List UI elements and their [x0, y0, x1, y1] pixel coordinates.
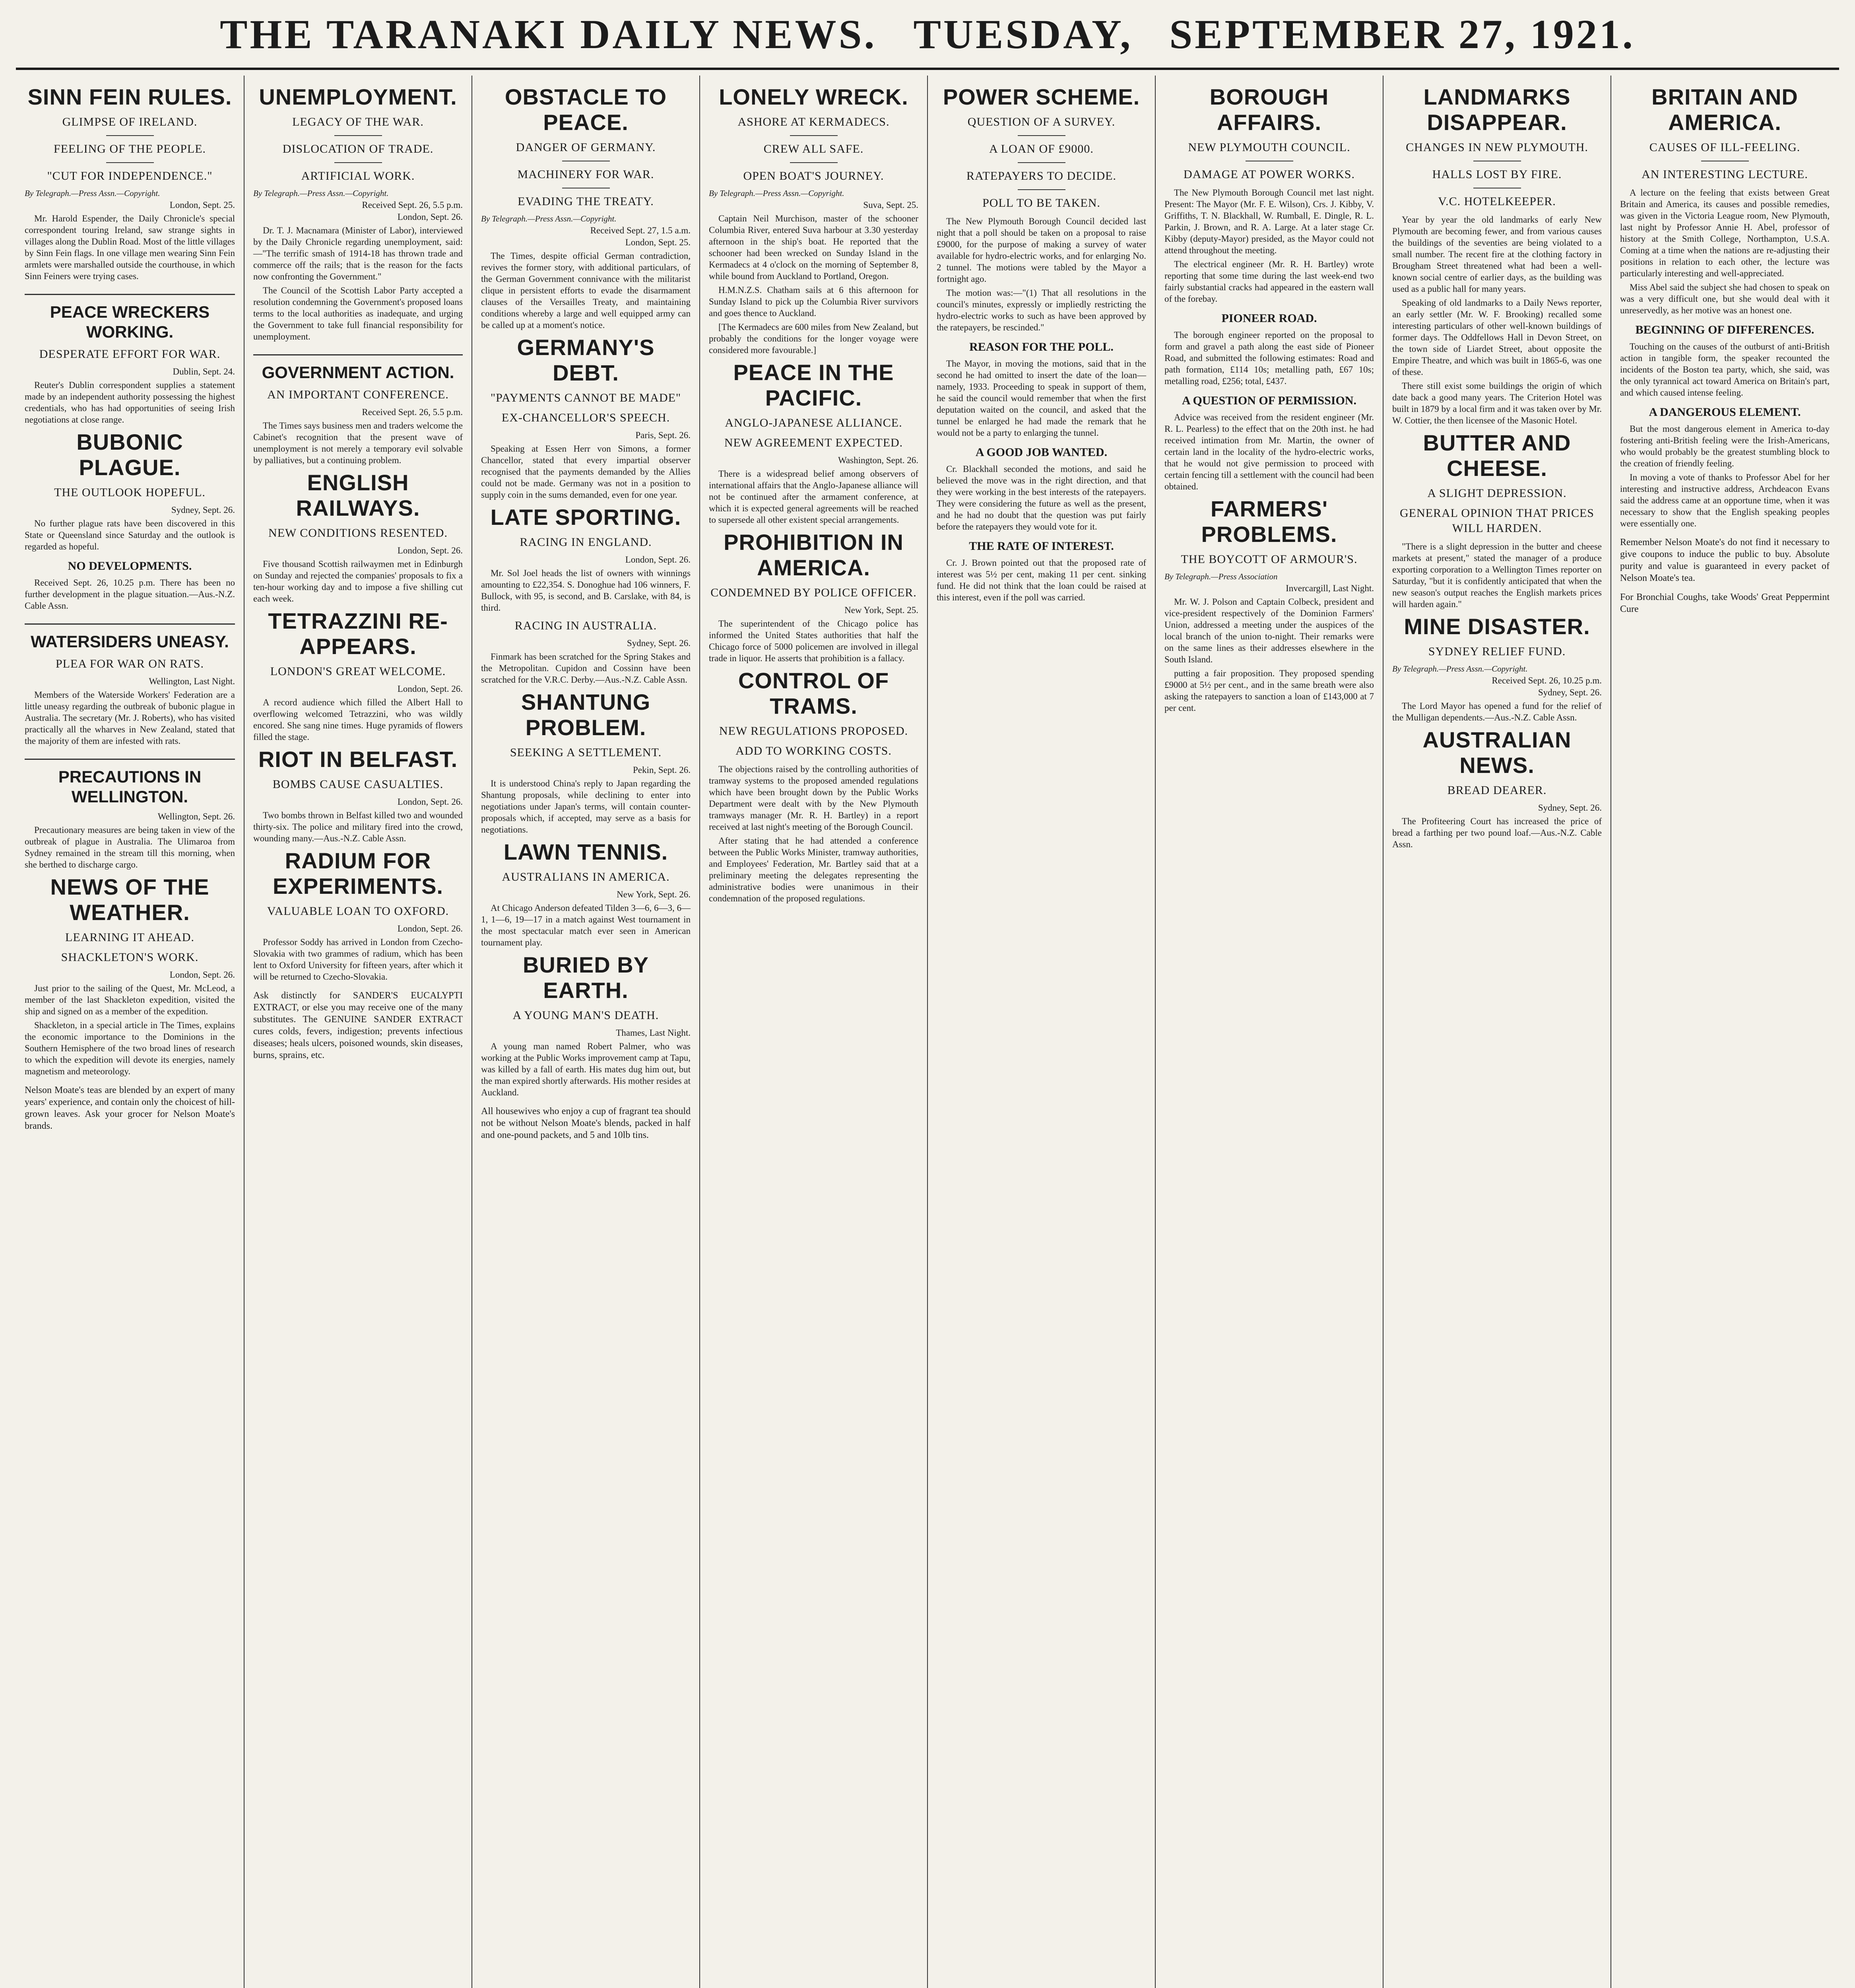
section-heading: GOVERNMENT ACTION.: [253, 354, 463, 382]
divider: [1018, 135, 1065, 136]
article-text: The superintendent of the Chicago police has informed the United States authorities that half the Chicago force of 5000 policemen are involved in illegal trade in liquor. He asserts that prohibition is a fallacy.: [709, 619, 918, 663]
dateline: London, Sept. 26.: [397, 684, 463, 694]
dateline: London, Sept. 26.: [625, 555, 691, 565]
dateline: London, Sept. 26.: [397, 924, 463, 934]
subhead: V.C. HOTELKEEPER.: [1438, 195, 1556, 208]
article-text: The Mayor, in moving the motions, said that in the second he had omitted to insert the date of the loan—namely, 1933. Proceeding to speak in support of them, he said the council would remember that when the first deputation waited on the council, and asked that the tunnel be enlarged he had made the remark that he would not be a party to enlarging the tunnel.: [937, 359, 1146, 438]
headline: PROHIBITION IN AMERICA.: [724, 530, 904, 580]
subhead: RACING IN AUSTRALIA.: [514, 619, 657, 632]
article-text: The electrical engineer (Mr. R. H. Bartley) wrote reporting that some time during the last week-end two fairly substantial cracks had appeared in the eastern wall of the forebay.: [1164, 259, 1374, 304]
subhead: OPEN BOAT'S JOURNEY.: [743, 169, 884, 182]
headline: SHANTUNG PROBLEM.: [521, 689, 651, 740]
article-text: Year by year the old landmarks of early New Plymouth are becoming fewer, and from various causes the buildings of the seventies are being violated to a small number. The recent fire at the clothing factory in Brougham Street threatened what had been a well-known social centre of earlier days, as the building was used as a public hall for many years.: [1392, 215, 1602, 294]
subhead: HALLS LOST BY FIRE.: [1432, 168, 1562, 181]
subhead: MACHINERY FOR WAR.: [517, 168, 654, 181]
masthead-rule: [16, 68, 1839, 70]
headline: OBSTACLE TO PEACE.: [504, 84, 667, 135]
article-text: Five thousand Scottish railwaymen met in Edinburgh on Sunday and rejected the companies' proposals to fix a ten-hour working day and to impose a five shilling cut each week.: [253, 559, 463, 604]
dateline: Received Sept. 27, 1.5 a.m.: [590, 225, 691, 235]
headline: MINE DISASTER.: [1404, 614, 1590, 639]
subhead: ANGLO-JAPANESE ALLIANCE.: [725, 416, 902, 429]
divider: [1018, 162, 1065, 163]
subhead: CONDEMNED BY POLICE OFFICER.: [710, 586, 917, 599]
subhead: THE OUTLOOK HOPEFUL.: [54, 486, 206, 499]
column-5: [927, 76, 1155, 1988]
article-text: Dr. T. J. Macnamara (Minister of Labor), interviewed by the Daily Chronicle regarding unemployment, said:—"The terrific smash of 1914-18 has thrown trade and commerce off the rails; that is the reason for the facts now confronting the Government.": [253, 225, 463, 282]
article-text: Just prior to the sailing of the Quest, Mr. McLeod, a member of the last Shackleton expedition, visited the ship and signed on as a member of the expedition.: [25, 983, 235, 1016]
article-text: Cr. Blackhall seconded the motions, and said he believed the move was in the right direction, and that they were working in the best interests of the ratepayers. They were considering the future as well as the present, and he had no doubt that the question was put fairly before the ratepayers they would vote for it.: [937, 464, 1146, 532]
advertisement: For Bronchial Coughs, take Woods' Great Peppermint Cure: [1620, 592, 1830, 614]
masthead-day: TUESDAY,: [913, 12, 1133, 57]
masthead-title: THE TARANAKI DAILY NEWS.: [220, 12, 877, 57]
divider: [1018, 189, 1065, 190]
headline: BOROUGH AFFAIRS.: [1209, 84, 1329, 135]
subhead: A YOUNG MAN'S DEATH.: [512, 1009, 659, 1022]
dateline: Thames, Last Night.: [616, 1028, 691, 1038]
subhead: AN IMPORTANT CONFERENCE.: [267, 388, 449, 401]
headline: GERMANY'S DEBT.: [517, 335, 655, 385]
dateline: London, Sept. 26.: [397, 546, 463, 555]
dateline: London, Sept. 26.: [397, 212, 463, 222]
dateline: Paris, Sept. 26.: [635, 430, 691, 440]
subhead: THE BOYCOTT OF ARMOUR'S.: [1181, 553, 1358, 566]
column-6: [1155, 76, 1383, 1988]
subhead: A SLIGHT DEPRESSION.: [1427, 487, 1567, 500]
subhead: SHACKLETON'S WORK.: [61, 951, 199, 964]
article-text: The Council of the Scottish Labor Party accepted a resolution condemning the Government's proposed loans terms to the local authorities as inadequate, and urging the Government to take full financial responsibility for unemployment.: [253, 285, 463, 342]
dateline: Invercargill, Last Night.: [1286, 583, 1374, 593]
subhead: POLL TO BE TAKEN.: [982, 196, 1100, 210]
subhead: AUSTRALIANS IN AMERICA.: [502, 870, 670, 883]
headline: LAWN TENNIS.: [503, 839, 668, 864]
press-credit: By Telegraph.—Press Assn.—Copyright.: [253, 188, 389, 198]
headline: TETRAZZINI RE-APPEARS.: [268, 608, 448, 659]
subhead: DESPERATE EFFORT FOR WAR.: [39, 348, 221, 361]
dateline: Dublin, Sept. 24.: [173, 367, 235, 377]
dateline: Received Sept. 26, 5.5 p.m.: [362, 407, 463, 417]
article-text: A record audience which filled the Albert Hall to overflowing welcomed Tetrazzini, who was wildly encored. She sang nine times. Huge pyramids of flowers filled the stage.: [253, 697, 463, 742]
divider: [334, 162, 382, 163]
headline: BUTTER AND CHEESE.: [1423, 430, 1571, 481]
subhead: "PAYMENTS CANNOT BE MADE": [490, 391, 681, 404]
dateline: Wellington, Last Night.: [149, 676, 235, 686]
article-text: "There is a slight depression in the butter and cheese markets at present," stated the manager of a produce exporting corporation to a Wellington Times reporter on Saturday, "but it is confidently anticipated that when the new season's output reaches the English markets prices will harden again.": [1392, 542, 1602, 609]
section-heading: WATERSIDERS UNEASY.: [25, 623, 235, 652]
article-text: Received Sept. 26, 10.25 p.m. There has been no further development in the plague situation.—Aus.-N.Z. Cable Assn.: [25, 578, 235, 611]
article-text: Finmark has been scratched for the Spring Stakes and the Metropolitan. Cupidon and Cossinn have been scratched for the V.R.C. Derby.—Aus.-N.Z. Cable Assn.: [481, 652, 691, 685]
subhead: EVADING THE TREATY.: [518, 195, 654, 208]
article-text: Captain Neil Murchison, master of the schooner Columbia River, entered Suva harbour at 3.30 yesterday afternoon in the ship's boat. He reported that the schooner had been wrecked on Sunday Island in the Kermadecs at 4 o'clock on the morning of September 8, while bound from Auckland to Portland, Oregon.: [709, 214, 918, 281]
article-text: Advice was received from the resident engineer (Mr. R. L. Pearless) to the effect that on the 20th inst. he had received intimation from Mr. Martin, the owner of certain land in the locality of the hydro-electric works, that he would not give permission to proceed with certain fencing till a settlement with the council had been obtained.: [1164, 412, 1374, 491]
subhead: BOMBS CAUSE CASUALTIES.: [272, 778, 444, 791]
subhead: NEW AGREEMENT EXPECTED.: [724, 436, 903, 449]
article-text: The objections raised by the controlling authorities of tramway systems to the proposed amended regulations which have been brought down by the Public Works Department were dealt with by the New Plymouth tramways manager (Mr. R. H. Bartley) in a report received at last night's meeting of the Borough Council.: [709, 764, 918, 832]
dateline: Sydney, Sept. 26.: [171, 505, 235, 515]
subhead: FEELING OF THE PEOPLE.: [53, 142, 206, 155]
section-heading: PRECAUTIONS IN WELLINGTON.: [25, 759, 235, 807]
subhead: REASON FOR THE POLL.: [969, 340, 1114, 353]
subhead: PIONEER ROAD.: [1221, 312, 1317, 325]
dateline: London, Sept. 25.: [169, 200, 235, 210]
article-text: Miss Abel said the subject she had chosen to speak on was a very difficult one, but she would deal with it unreservedly, as her motive was an honest one.: [1620, 282, 1830, 315]
headline: BURIED BY EARTH.: [522, 952, 649, 1003]
article-text: Two bombs thrown in Belfast killed two and wounded thirty-six. The police and military fired into the crowd, wounding many.—Aus.-N.Z. Cable Assn.: [253, 810, 463, 843]
subhead: GENERAL OPINION THAT PRICES WILL HARDEN.: [1400, 507, 1594, 535]
dateline: Washington, Sept. 26.: [838, 455, 918, 465]
subhead: "CUT FOR INDEPENDENCE.": [47, 169, 213, 182]
article-text: At Chicago Anderson defeated Tilden 3—6, 6—3, 6—1, 1—6, 19—17 in a match against West tournament in the most spectacular match ever seen in American tournament play.: [481, 903, 691, 947]
headline: AUSTRALIAN NEWS.: [1422, 727, 1572, 778]
dateline: New York, Sept. 25.: [844, 605, 918, 615]
subhead: CAUSES OF ILL-FEELING.: [1649, 141, 1801, 154]
advertisement: Ask distinctly for SANDER'S EUCALYPTI EXTRACT, or else you may receive one of the many substitutes. The GENUINE SANDER EXTRACT cures colds, fevers, indigestion; prevents infectious diseases; heals ulcers, poisoned wounds, skin diseases, burns, sprains, etc.: [253, 990, 463, 1060]
subhead: ASHORE AT KERMADECS.: [737, 115, 890, 128]
divider: [790, 135, 838, 136]
press-credit: By Telegraph.—Press Assn.—Copyright.: [709, 188, 844, 198]
article-text: There is a widespread belief among observers of international affairs that the Anglo-Japanese alliance will not be continued after the armament conference, at which it is expected general agreements will be reached to supersede all other existent special arrangements.: [709, 469, 918, 525]
subhead: AN INTERESTING LECTURE.: [1642, 168, 1808, 181]
article-text: Mr. Sol Joel heads the list of owners with winnings amounting to £22,354. S. Donoghue had 106 winners, F. Bullock, with 95, is second, and B. Carslake, with 84, is third.: [481, 568, 691, 613]
subhead: EX-CHANCELLOR'S SPEECH.: [501, 411, 670, 424]
headline: POWER SCHEME.: [943, 84, 1140, 109]
headline: FARMERS' PROBLEMS.: [1201, 496, 1337, 547]
article-text: Members of the Waterside Workers' Federation are a little uneasy regarding the outbreak of bubonic plague in Australia. The secretary (Mr. J. Roberts), who has visited practically all the wharves in New Zealand, stated that the majority of them are infested with rats.: [25, 690, 235, 746]
subhead: ARTIFICIAL WORK.: [301, 169, 415, 182]
article-text: It is understood China's reply to Japan regarding the Shantung proposals, while declining to enter into negotiations under Japan's terms, will contain counter-proposals which, if accepted, may serve as a basis for negotiations.: [481, 779, 691, 835]
dateline: Wellington, Sept. 26.: [157, 812, 235, 821]
dateline: London, Sept. 25.: [625, 237, 691, 247]
article-text: A young man named Robert Palmer, who was working at the Public Works improvement camp at Tapu, was killed by a fall of earth. His mates dug him out, but the man expired shortly afterwards. His mother resides at Auckland.: [481, 1041, 691, 1097]
subhead: RATEPAYERS TO DECIDE.: [966, 169, 1116, 182]
masthead: [16, 5, 1839, 64]
subhead: NEW REGULATIONS PROPOSED.: [719, 724, 908, 738]
article-text: Touching on the causes of the outburst of anti-British action in tangible form, the speaker recounted the incidents of the Boston tea party, which, she said, was the only tyrannical act toward America on Britain's part, and which caused intense feeling.: [1620, 342, 1830, 398]
subhead: SEEKING A SETTLEMENT.: [510, 746, 662, 759]
headline: RIOT IN BELFAST.: [258, 747, 458, 772]
headline: PEACE IN THE PACIFIC.: [733, 360, 894, 410]
subhead: NO DEVELOPMENTS.: [68, 559, 192, 573]
column-4: [699, 76, 927, 1988]
subhead: A DANGEROUS ELEMENT.: [1649, 406, 1801, 419]
dateline: Suva, Sept. 25.: [863, 200, 918, 210]
subhead: A GOOD JOB WANTED.: [975, 446, 1108, 459]
advertisement: Remember Nelson Moate's do not find it necessary to give coupons to induce the public to buy. Absolute purity and value is guaranteed in every packet of Nelson Moate's tea.: [1620, 537, 1830, 583]
column-7: [1383, 76, 1611, 1988]
article-text: No further plague rats have been discovered in this State or Queensland since Saturday and the outlook is regarded as hopeful.: [25, 518, 235, 551]
subhead: THE RATE OF INTEREST.: [969, 540, 1114, 553]
article-text: The motion was:—"(1) That all resolutions in the council's minutes, expressly or impliedly restricting the hydro-electric works to such as have been approved by the ratepayers, be rescinded.": [937, 288, 1146, 332]
divider: [106, 162, 154, 163]
article-text: A lecture on the feeling that exists between Great Britain and America, its causes and possible remedies, was given in the Victoria League room, New Plymouth, last night by Professor Annie H. Abel, professor of history at the Smith College, Northampton, U.S.A. Coming at a time when the nations are re-adjusting their positions in relation to each other, the lecture was particularly interesting and well-appreciated.: [1620, 188, 1830, 278]
article-text: The Times, despite official German contradiction, revives the former story, with additional particulars, of the German Government connivance with the militarist clique in persistent efforts to evade the disarmament clauses of the Versailles Treaty, and maintaining conditions whereby a large and well equipped army can be called up at a moment's notice.: [481, 251, 691, 330]
article-text: In moving a vote of thanks to Professor Abel for her interesting and instructive address, Archdeacon Evans said the address came at an opportune time, when it was necessary to show that the English speaking peoples were essentially one.: [1620, 472, 1830, 528]
subhead: GLIMPSE OF IRELAND.: [62, 115, 198, 128]
subhead: CREW ALL SAFE.: [763, 142, 864, 155]
subhead: QUESTION OF A SURVEY.: [967, 115, 1116, 128]
subhead: NEW PLYMOUTH COUNCIL.: [1188, 141, 1351, 154]
press-credit: By Telegraph.—Press Assn.—Copyright.: [25, 188, 160, 198]
section-heading: PEACE WRECKERS WORKING.: [25, 294, 235, 342]
headline: LANDMARKS DISAPPEAR.: [1423, 84, 1571, 135]
dateline: Sydney, Sept. 26.: [1538, 687, 1602, 697]
column-8: [1611, 76, 1838, 1988]
article-text: putting a fair proposition. They proposed spending £9000 at 5½ per cent., and in the same breath were also asking the ratepayers to sanction a loan of £143,000 at 7 per cent.: [1164, 668, 1374, 713]
press-credit: By Telegraph.—Press Assn.—Copyright.: [481, 214, 617, 223]
subhead: DANGER OF GERMANY.: [516, 141, 656, 154]
subhead: DISLOCATION OF TRADE.: [282, 142, 434, 155]
masthead-date: SEPTEMBER 27, 1921.: [1169, 12, 1635, 57]
article-text: The borough engineer reported on the proposal to form and gravel a path along the east side of Pioneer Road, and submitted the following estimates: Road and path formation, £114 10s; metalling path, £67 10s; metalling road, £256; total, £437.: [1164, 330, 1374, 386]
divider: [790, 162, 838, 163]
article-text: After stating that he had attended a conference between the Public Works Minister, tramway authorities, and Employees' Federation, Mr. Bartley said that at a preliminary meeting the delegates representing the administrative bodies were unanimous in their condemnation of the proposed regulations.: [709, 836, 918, 903]
subhead: BREAD DEARER.: [1447, 784, 1547, 797]
dateline: Sydney, Sept. 26.: [1538, 803, 1602, 813]
subhead: A QUESTION OF PERMISSION.: [1182, 394, 1356, 407]
subhead: LONDON'S GREAT WELCOME.: [270, 665, 446, 678]
dateline: Received Sept. 26, 10.25 p.m.: [1492, 676, 1602, 685]
subhead: DAMAGE AT POWER WORKS.: [1184, 168, 1355, 181]
article-text: There still exist some buildings the origin of which date back a good many years. The Criterion Hotel was built in 1879 by a local firm and it was taken over by Mr. W. Cottier, the then licensee of the Masonic Hotel.: [1392, 381, 1602, 425]
headline: BRITAIN AND AMERICA.: [1651, 84, 1798, 135]
article-text: Mr. W. J. Polson and Captain Colbeck, president and vice-president respectively of the Dominion Farmers' Union, addressed a meeting under the auspices of the local branch of the union to-night. Their remarks were on the same lines as their addresses elsewhere in the South Island.: [1164, 597, 1374, 664]
subhead: VALUABLE LOAN TO OXFORD.: [267, 905, 449, 918]
headline: LATE SPORTING.: [490, 505, 681, 530]
advertisement: All housewives who enjoy a cup of fragrant tea should not be without Nelson Moate's blends, packed in half and one-pound packets, and 5 and 10lb tins.: [481, 1106, 691, 1140]
subhead: SYDNEY RELIEF FUND.: [1428, 645, 1566, 658]
article-text: Reuter's Dublin correspondent supplies a statement made by an independent authority possessing the highest credentials, who has had opportunities of seeing Irish negotiations at close range.: [25, 380, 235, 425]
subhead: RACING IN ENGLAND.: [520, 536, 652, 549]
press-credit: By Telegraph.—Press Association: [1164, 572, 1278, 581]
divider: [106, 135, 154, 136]
subhead: ADD TO WORKING COSTS.: [735, 744, 892, 757]
article-text: Professor Soddy has arrived in London from Czecho-Slovakia with two grammes of radium, which has been lent to Oxford University for fifteen years, after which it will be returned to Czecho-Slovakia.: [253, 937, 463, 982]
headline: RADIUM FOR EXPERIMENTS.: [273, 848, 443, 899]
headline: SINN FEIN RULES.: [27, 84, 232, 109]
article-text: The New Plymouth Borough Council decided last night that a poll should be taken on a proposal to raise £9000, for the purpose of making a survey of water available for hydro-electric works, and for enlarging No. 2 tunnel. The motions were tabled by the Mayor a fortnight ago.: [937, 216, 1146, 284]
dateline: London, Sept. 26.: [397, 797, 463, 807]
headline: NEWS OF THE WEATHER.: [50, 874, 210, 925]
dateline: London, Sept. 26.: [169, 970, 235, 980]
dateline: Pekin, Sept. 26.: [633, 765, 691, 775]
dateline: New York, Sept. 26.: [617, 889, 691, 899]
article-text: Mr. Harold Espender, the Daily Chronicle's special correspondent touring Ireland, saw strange sights in villages along the Dublin Road. Most of the little villages by Sinn Fein flags. In one village men wearing Sinn Fein armlets were marshalled outside the courthouse, in which Sinn Feiners were trying cases.: [25, 214, 235, 281]
article-text: H.M.N.Z.S. Chatham sails at 6 this afternoon for Sunday Island to pick up the Columbia River survivors and goes thence to Auckland.: [709, 285, 918, 318]
article-text: Cr. J. Brown pointed out that the proposed rate of interest was 5½ per cent, making 11 per cent. sinking fund. He did not think that the loan could be raised at this interest, even if the poll was carried.: [937, 558, 1146, 602]
headline: UNEMPLOYMENT.: [259, 84, 457, 109]
article-text: [The Kermadecs are 600 miles from New Zealand, but probably the conditions for the longer voyage were considered more favourable.]: [709, 322, 918, 355]
headline: BUBONIC PLAGUE.: [76, 429, 183, 480]
advertisement: Nelson Moate's teas are blended by an expert of many years' experience, and contain only the choicest of hill-grown leaves. Ask your grocer for Nelson Moate's brands.: [25, 1085, 235, 1131]
dateline: Received Sept. 26, 5.5 p.m.: [362, 200, 463, 210]
article-text: Speaking at Essen Herr von Simons, a former Chancellor, stated that every impartial observer recognised that the payments demanded by the Allies could not be made. Germany was not in a position to supply coin in the sums demanded, even for one year.: [481, 444, 691, 500]
columns: [16, 76, 1839, 1988]
subhead: LEGACY OF THE WAR.: [292, 115, 424, 128]
headline: ENGLISH RAILWAYS.: [296, 470, 420, 520]
article-text: Speaking of old landmarks to a Daily News reporter, an early settler (Mr. W. F. Brooking) recalled some interesting particulars of other well-known buildings of former days. The Oddfellows Hall in Devon Street, on the town side of Liardet Street, about opposite the Empire Theatre, and which was built in 1865-6, was one of these.: [1392, 298, 1602, 377]
subhead: LEARNING IT AHEAD.: [65, 931, 194, 944]
headline: LONELY WRECK.: [719, 84, 908, 109]
article-text: The Lord Mayor has opened a fund for the relief of the Mulligan dependents.—Aus.-N.Z. Cable Assn.: [1392, 701, 1602, 722]
subhead: PLEA FOR WAR ON RATS.: [55, 657, 204, 670]
article-text: But the most dangerous element in America to-day fostering anti-British feeling were the Irish-Americans, who would probably be the greatest stumbling block to the creation of friendly feeling.: [1620, 424, 1830, 468]
article-text: Shackleton, in a special article in The Times, explains the economic importance to the Dominions in the Southern Hemisphere of the two broad lines of research to which the expedition will devote its energies, namely magnetism and meteorology.: [25, 1020, 235, 1076]
column-3: [472, 76, 699, 1988]
press-credit: By Telegraph.—Press Assn.—Copyright.: [1392, 664, 1528, 674]
article-text: The Profiteering Court has increased the price of bread a farthing per two pound loaf.—Aus.-N.Z. Cable Assn.: [1392, 816, 1602, 849]
subhead: NEW CONDITIONS RESENTED.: [268, 526, 448, 540]
article-text: The New Plymouth Borough Council met last night. Present: The Mayor (Mr. F. E. Wilson), Crs. J. Kibby, V. Griffiths, T. N. Blackhall, W. Rumball, E. Dingle, R. L. Parkin, J. Brown, and R. A. Large. At a later stage Cr. Kibby (deputy-Mayor) presided, as the Mayor could not attend throughout the meeting.: [1164, 188, 1374, 255]
column-2: [244, 76, 472, 1988]
subhead: A LOAN OF £9000.: [989, 142, 1094, 155]
subhead: CHANGES IN NEW PLYMOUTH.: [1406, 141, 1588, 154]
column-1: [16, 76, 244, 1988]
dateline: Sydney, Sept. 26.: [627, 638, 691, 648]
article-text: Precautionary measures are being taken in view of the outbreak of plague in Australia. The Ulimaroa from Sydney remained in the stream till this morning, when she berthed to discharge cargo.: [25, 825, 235, 870]
divider: [334, 135, 382, 136]
article-text: The Times says business men and traders welcome the Cabinet's recognition that the present wave of unemployment is not merely a temporary evil solvable by palliatives, but a continuing problem.: [253, 421, 463, 465]
subhead: BEGINNING OF DIFFERENCES.: [1635, 323, 1814, 336]
headline: CONTROL OF TRAMS.: [738, 668, 889, 718]
